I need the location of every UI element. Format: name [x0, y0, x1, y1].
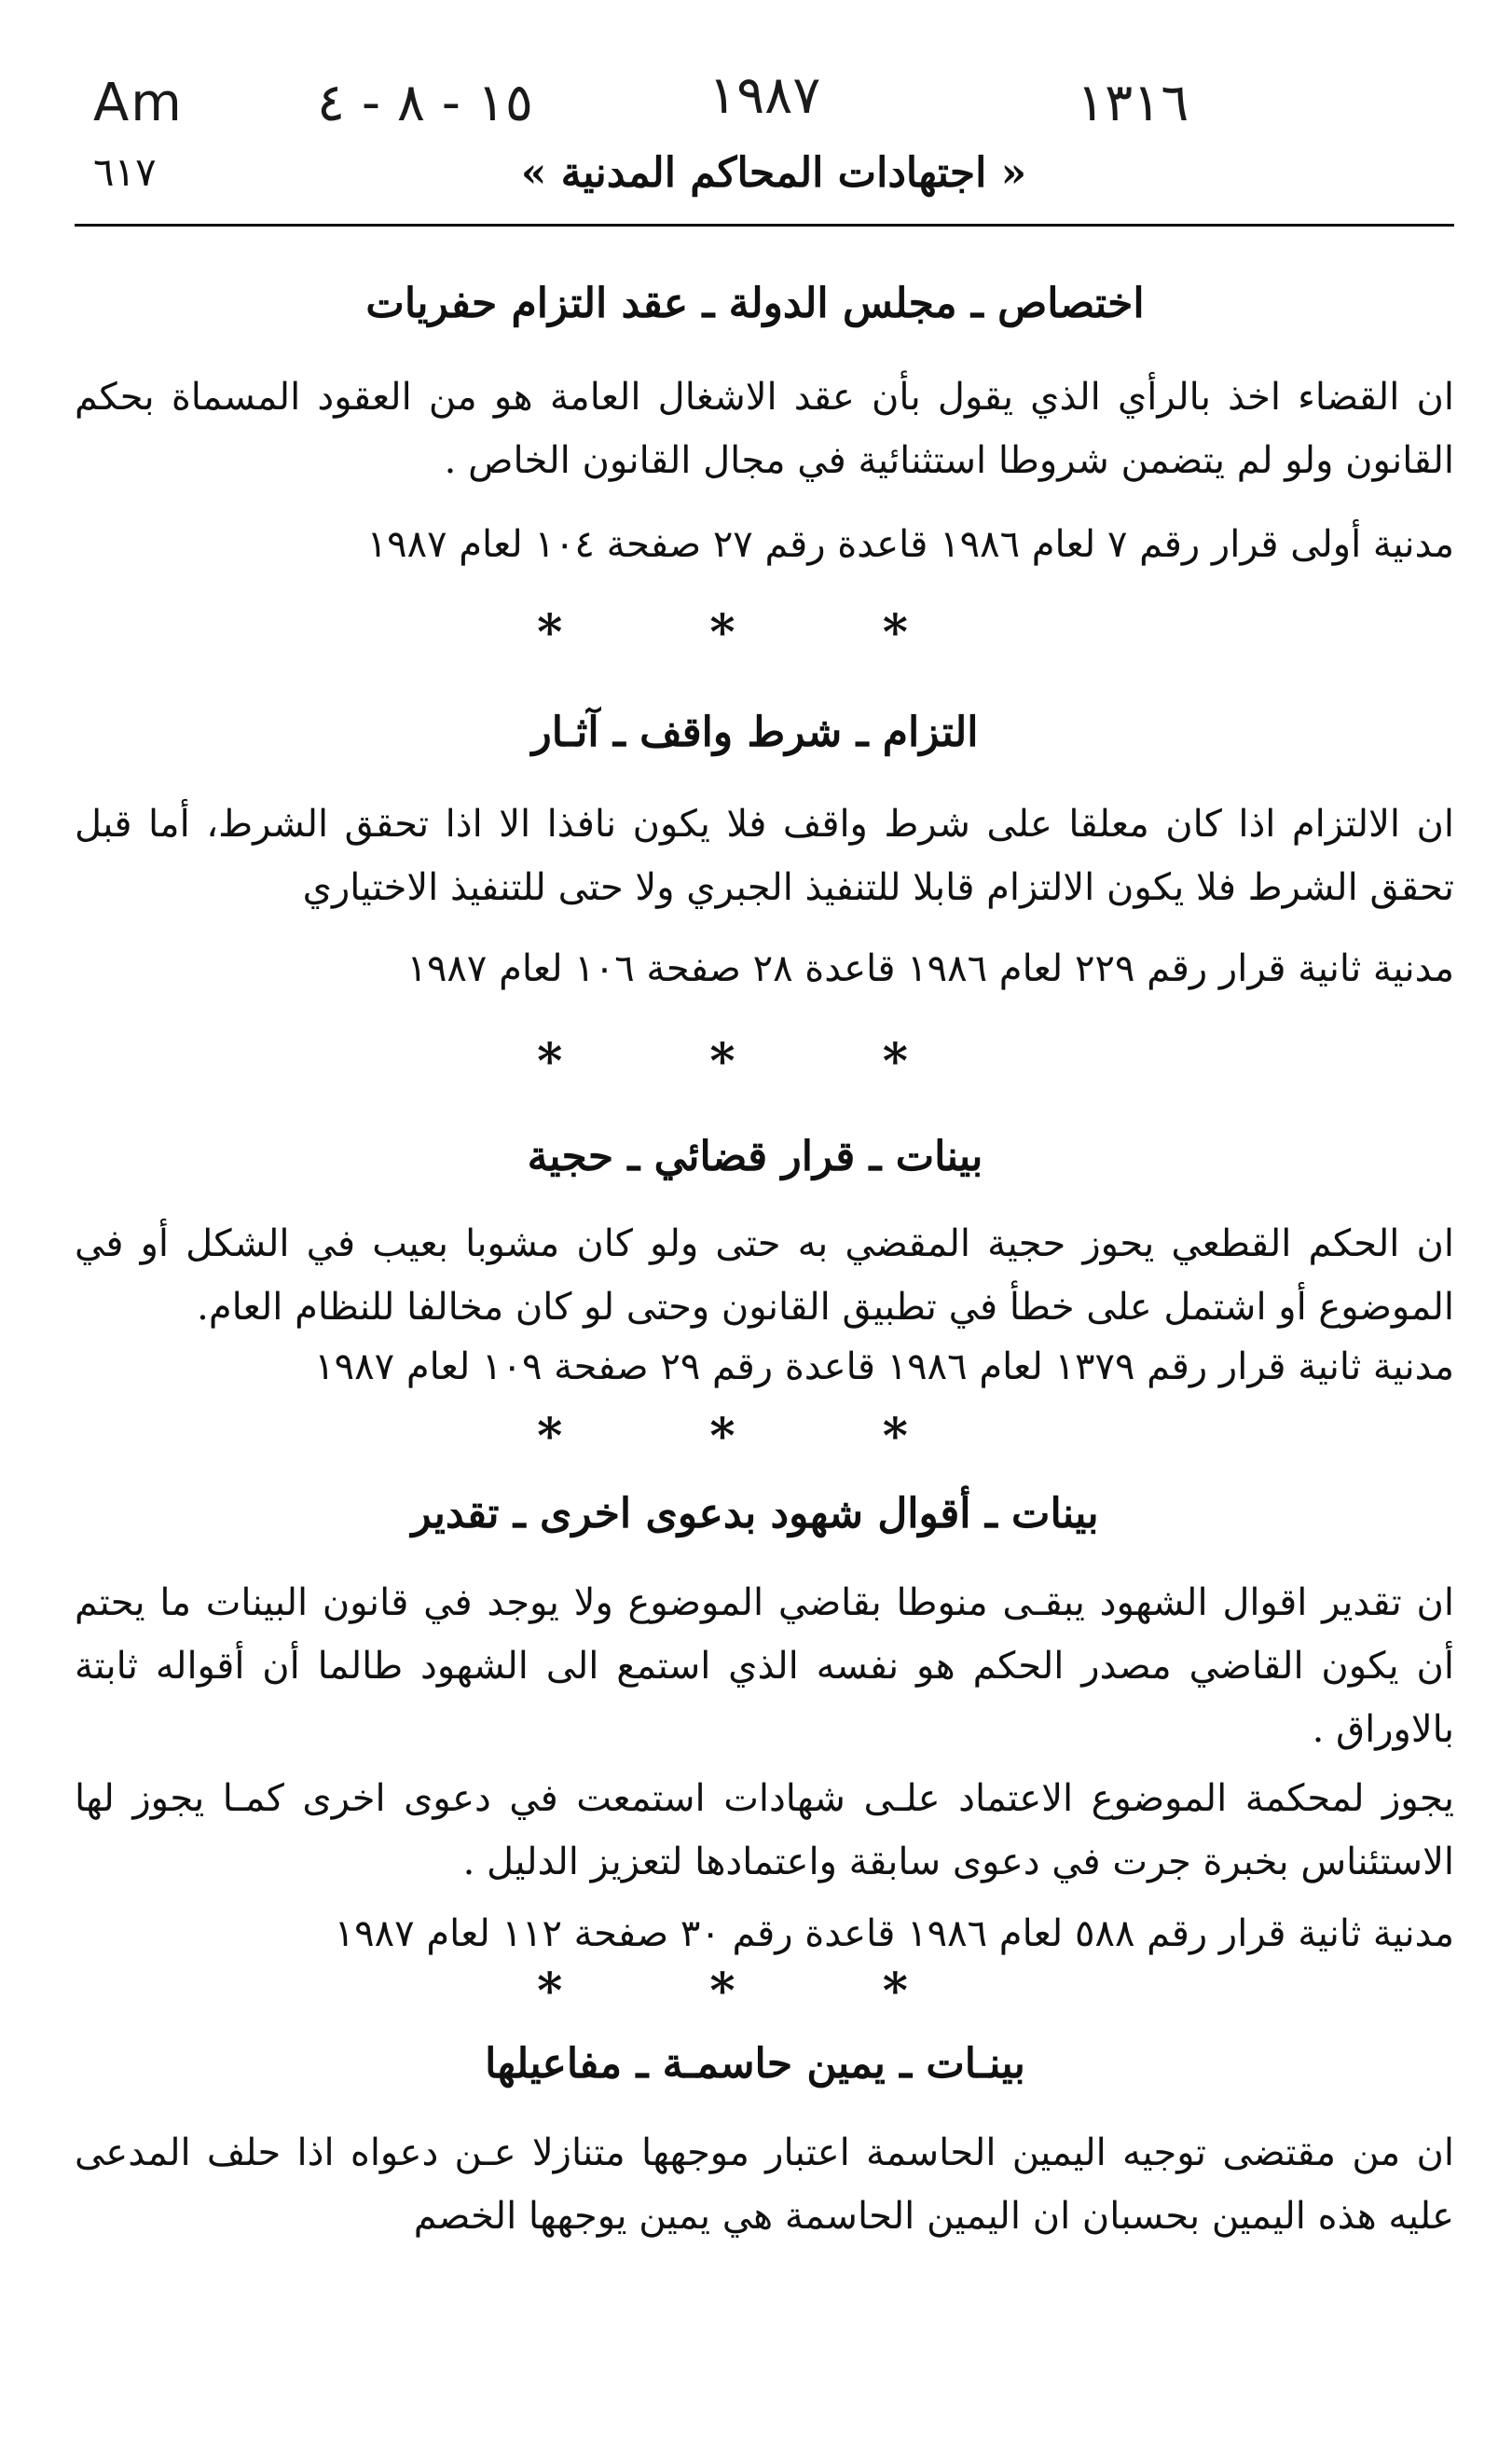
section-title: التزام ـ شرط واقف ـ آثـار — [531, 709, 979, 756]
running-title: « اجتهادات المحاكم المدنية » — [520, 149, 1027, 197]
section-separator: * * * — [537, 604, 973, 661]
handwritten-annotation-year: ١٩٨٧ — [708, 65, 821, 126]
section-paragraph: ان الحكم القطعي يحوز حجية المقضي به حتى ولو كان مشوبا بعيب في الشكل أو في الموضوع أو اشتمل على خطأ في تطبيق القانون وحتى لو كان مخالفا للنظام العام. — [75, 1222, 1454, 1329]
section-paragraph: يجوز لمحكمة الموضوع الاعتماد علـى شهادات استمعت في دعوى اخرى كمـا يجوز لها الاستئناس بخبرة جرت في دعوى سابقة واعتمادها لتعزيز الدليل . — [75, 1777, 1454, 1883]
section-reference: مدنية أولى قرار رقم ٧ لعام ١٩٨٦ قاعدة رقم ٢٧ صفحة ١٠٤ لعام ١٩٨٧ — [366, 523, 1454, 566]
section-title: اختصاص ـ مجلس الدولة ـ عقد التزام حفريات — [365, 280, 1145, 327]
handwritten-annotation-number: ١٣١٦ — [1077, 73, 1189, 133]
section-separator: * * * — [537, 1408, 973, 1465]
section-title: بينـات ـ يمين حاسمـة ـ مفاعيلها — [485, 2040, 1025, 2088]
section-paragraph: ان تقدير اقوال الشهود يبقـى منوطا بقاضي الموضوع ولا يوجد في قانون البينات ما يحتم أن يكون القاضي مصدر الحكم هو نفسه الذي استمع الى الشهود طالما أن أقواله ثابتة بالاوراق . — [75, 1581, 1454, 1751]
section-separator: * * * — [537, 1033, 973, 1090]
section-paragraph: ان من مقتضى توجيه اليمين الحاسمة اعتبار موجهها متنازلا عـن دعواه اذا حلف المدعى عليه هذه اليمين بحسبان ان اليمين الحاسمة هي يمين يوجهها الخصم — [75, 2131, 1454, 2238]
section-reference: مدنية ثانية قرار رقم ٢٢٩ لعام ١٩٨٦ قاعدة ٢٨ صفحة ١٠٦ لعام ١٩٨٧ — [406, 947, 1454, 990]
section-reference: مدنية ثانية قرار رقم ٥٨٨ لعام ١٩٨٦ قاعدة رقم ٣٠ صفحة ١١٢ لعام ١٩٨٧ — [334, 1912, 1454, 1955]
section-separator: * * * — [537, 1963, 973, 2020]
page-number: ٦١٧ — [93, 149, 157, 195]
header-divider — [75, 224, 1454, 227]
section-paragraph: ان القضاء اخذ بالرأي الذي يقول بأن عقد الاشغال العامة هو من العقود المسماة بحكم القانون ولو لم يتضمن شروطا استثنائية في مجال القانون الخاص . — [75, 376, 1455, 482]
handwritten-annotation-date: ١٥ - ٨ - ٤ — [317, 73, 533, 133]
handwritten-annotation-am: Am — [93, 73, 184, 133]
section-reference: مدنية ثانية قرار رقم ١٣٧٩ لعام ١٩٨٦ قاعدة رقم ٢٩ صفحة ١٠٩ لعام ١٩٨٧ — [314, 1345, 1454, 1388]
section-title: بينات ـ قرار قضائي ـ حجية — [527, 1133, 983, 1180]
section-title: بينات ـ أقوال شهود بدعوى اخرى ـ تقدير — [411, 1490, 1099, 1537]
section-paragraph: ان الالتزام اذا كان معلقا على شرط واقف فلا يكون نافذا الا اذا تحقق الشرط، أما قبل تحقق الشرط فلا يكون الالتزام قابلا للتنفيذ الجبري ولا حتى للتنفيذ الاختياري — [75, 803, 1454, 909]
